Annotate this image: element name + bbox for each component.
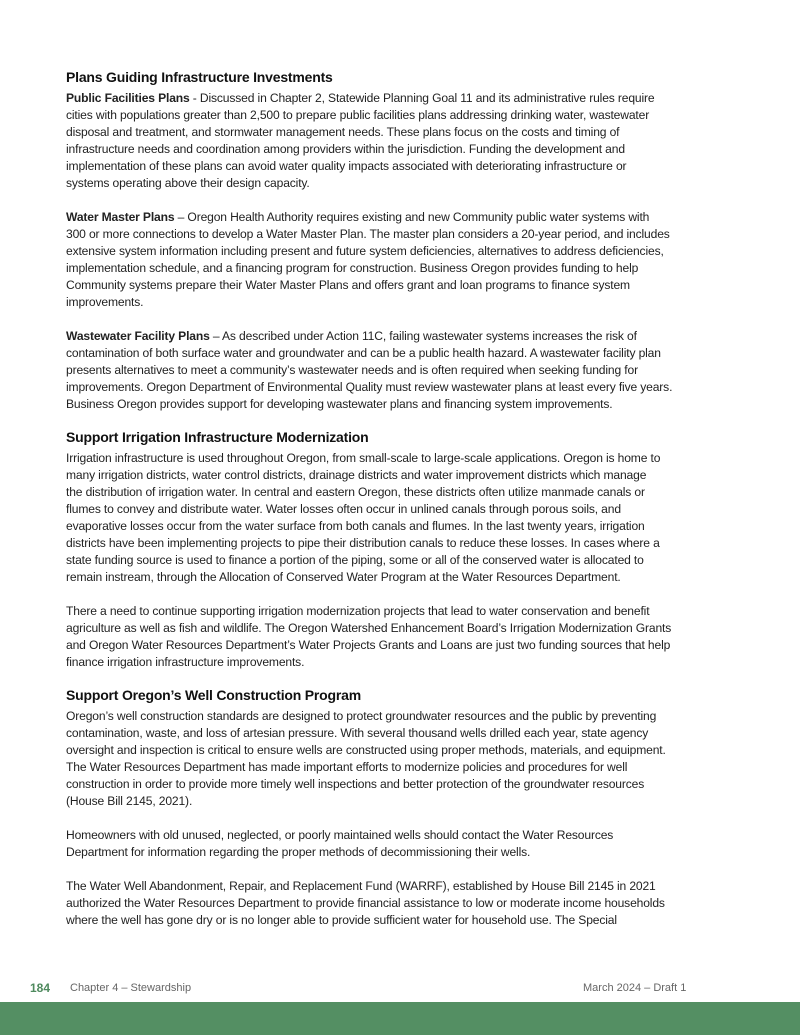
line-text: finance irrigation infrastructure improvements. bbox=[66, 655, 305, 669]
text-line bbox=[66, 277, 746, 294]
line-text: The Water Resources Department has made important efforts to modernize policies and procedures for well bbox=[66, 760, 628, 774]
text-line bbox=[66, 90, 746, 107]
line-text: 300 or more connections to develop a Water Master Plan. The master plan considers a 20-year period, and includes bbox=[66, 227, 670, 241]
section bbox=[66, 427, 746, 671]
paragraph bbox=[66, 209, 746, 311]
paragraph bbox=[66, 603, 746, 671]
line-text: oversight and inspection is critical to ensure wells are constructed using proper methods, materials, and equipment. bbox=[66, 743, 666, 757]
section bbox=[66, 67, 746, 413]
text-line bbox=[66, 878, 746, 895]
line-text: - Discussed in Chapter 2, Statewide Planning Goal 11 and its administrative rules require bbox=[189, 91, 655, 105]
text-line bbox=[66, 708, 746, 725]
text-line bbox=[66, 603, 746, 620]
line-text: the distribution of irrigation water. In central and eastern Oregon, these districts often utilize manmade canals or bbox=[66, 485, 645, 499]
text-line bbox=[66, 776, 746, 793]
text-line bbox=[66, 620, 746, 637]
chapter-title: Chapter 4 – Stewardship bbox=[70, 982, 192, 994]
line-text: remain instream, through the Allocation of Conserved Water Program at the Water Resources Department. bbox=[66, 570, 621, 584]
text-line bbox=[66, 158, 746, 175]
line-text: Irrigation infrastructure is used throughout Oregon, from small-scale to large-scale applications. Oregon is home to bbox=[66, 451, 661, 465]
line-text: flumes to convey and distribute water. Water losses often occur in unlined canals through porous soils, and bbox=[66, 502, 621, 516]
text-line bbox=[66, 107, 746, 124]
line-text: – As described under Action 11C, failing wastewater systems increases the risk of bbox=[209, 329, 637, 343]
line-text: – Oregon Health Authority requires existing and new Community public water systems with bbox=[174, 210, 650, 224]
line-text: contamination, waste, and loss of artesian pressure. With several thousand wells drilled each year, state agency bbox=[66, 726, 649, 740]
text-line bbox=[66, 793, 746, 810]
line-text: evaporative losses occur from the water surface from both canals and flumes. In the last twenty years, irrigation bbox=[66, 519, 645, 533]
line-text: Community systems prepare their Water Master Plans and offers grant and loan programs to finance system bbox=[66, 278, 630, 292]
text-line bbox=[66, 637, 746, 654]
line-text: systems operating above their design capacity. bbox=[66, 176, 310, 190]
text-line bbox=[66, 260, 746, 277]
line-text: cities with populations greater than 2,500 to prepare public facilities plans addressing drinking water, wastewater bbox=[66, 108, 650, 122]
text-line bbox=[66, 827, 746, 844]
line-text: Department for information regarding the proper methods of decommissioning their wells. bbox=[66, 845, 531, 859]
paragraph-lead: Water Master Plans bbox=[66, 210, 175, 224]
text-line bbox=[66, 654, 746, 671]
text-line bbox=[66, 362, 746, 379]
text-line bbox=[66, 518, 746, 535]
text-line bbox=[66, 124, 746, 141]
text-line bbox=[66, 895, 746, 912]
line-text: The Water Well Abandonment, Repair, and Replacement Fund (WARRF), established by House Bill 2145 in 2021 bbox=[66, 879, 656, 893]
line-text: implementation of these plans can avoid water quality impacts associated with deteriorating infrastructure or bbox=[66, 159, 627, 173]
line-text: infrastructure needs and coordination among providers within the jurisdiction. Funding the development and bbox=[66, 142, 625, 156]
paragraph bbox=[66, 708, 746, 810]
paragraph bbox=[66, 328, 746, 413]
section-heading: Plans Guiding Infrastructure Investments bbox=[66, 69, 333, 85]
text-line bbox=[66, 501, 746, 518]
text-line bbox=[66, 467, 746, 484]
draft-date: March 2024 – Draft 1 bbox=[583, 982, 687, 994]
paragraph bbox=[66, 878, 746, 929]
text-line bbox=[66, 141, 746, 158]
text-line bbox=[66, 552, 746, 569]
text-line bbox=[66, 209, 746, 226]
section-heading: Support Irrigation Infrastructure Modernization bbox=[66, 429, 369, 445]
text-line bbox=[66, 535, 746, 552]
line-text: improvements. Oregon Department of Environmental Quality must review wastewater plans at least every five years. bbox=[66, 380, 673, 394]
line-text: where the well has gone dry or is no longer able to provide sufficient water for household use. The Special bbox=[66, 913, 617, 927]
text-line bbox=[66, 569, 746, 586]
page-number: 184 bbox=[30, 981, 51, 995]
line-text: Homeowners with old unused, neglected, or poorly maintained wells should contact the Water Resources bbox=[66, 828, 614, 842]
section bbox=[66, 685, 746, 929]
paragraph bbox=[66, 450, 746, 586]
line-text: improvements. bbox=[66, 295, 144, 309]
text-line bbox=[66, 450, 746, 467]
text-line bbox=[66, 175, 746, 192]
line-text: authorized the Water Resources Department to provide financial assistance to low or moderate income households bbox=[66, 896, 665, 910]
text-line bbox=[66, 844, 746, 861]
line-text: There a need to continue supporting irrigation modernization projects that lead to water conservation and benefit bbox=[66, 604, 650, 618]
text-line bbox=[66, 725, 746, 742]
line-text: disposal and treatment, and stormwater management needs. These plans focus on the costs and timing of bbox=[66, 125, 620, 139]
line-text: construction in order to provide more timely well inspections and better protection of the groundwater resources bbox=[66, 777, 645, 791]
paragraph-lead: Public Facilities Plans bbox=[66, 91, 190, 105]
text-line bbox=[66, 294, 746, 311]
paragraph bbox=[66, 90, 746, 192]
line-text: and Oregon Water Resources Department’s Water Projects Grants and Loans are just two funding sources that help bbox=[66, 638, 671, 652]
line-text: presents alternatives to meet a community’s wastewater needs and is often required when seeking funding for bbox=[66, 363, 638, 377]
text-line bbox=[66, 226, 746, 243]
line-text: many irrigation districts, water control districts, drainage districts and water improvement districts which manage bbox=[66, 468, 647, 482]
page-footer bbox=[0, 981, 800, 999]
paragraph-lead: Wastewater Facility Plans bbox=[66, 329, 210, 343]
text-line bbox=[66, 742, 746, 759]
line-text: state funding source is used to finance a portion of the piping, some or all of the conserved water is allocated to bbox=[66, 553, 644, 567]
line-text: extensive system information including present and future system deficiencies, alternatives to address deficiencies, bbox=[66, 244, 664, 258]
footer-bar bbox=[0, 1002, 800, 1035]
text-line bbox=[66, 243, 746, 260]
section-heading: Support Oregon’s Well Construction Program bbox=[66, 687, 361, 703]
text-line bbox=[66, 759, 746, 776]
text-line bbox=[66, 328, 746, 345]
text-line bbox=[66, 484, 746, 501]
paragraph bbox=[66, 827, 746, 861]
line-text: (House Bill 2145, 2021). bbox=[66, 794, 193, 808]
text-line bbox=[66, 345, 746, 362]
line-text: contamination of both surface water and groundwater and can be a public health hazard. A wastewater facility plan bbox=[66, 346, 661, 360]
text-line bbox=[66, 396, 746, 413]
text-line bbox=[66, 379, 746, 396]
document-body bbox=[66, 67, 746, 943]
line-text: implementation schedule, and a financing program for construction. Business Oregon provides funding to help bbox=[66, 261, 639, 275]
line-text: Business Oregon provides support for developing wastewater plans and financing system improvements. bbox=[66, 397, 613, 411]
line-text: agriculture as well as fish and wildlife. The Oregon Watershed Enhancement Board’s Irrigation Modernization Grants bbox=[66, 621, 672, 635]
text-line bbox=[66, 912, 746, 929]
line-text: Oregon’s well construction standards are designed to protect groundwater resources and the public by preventing bbox=[66, 709, 657, 723]
line-text: districts have been implementing projects to pipe their distribution canals to reduce these losses. In cases where a bbox=[66, 536, 660, 550]
